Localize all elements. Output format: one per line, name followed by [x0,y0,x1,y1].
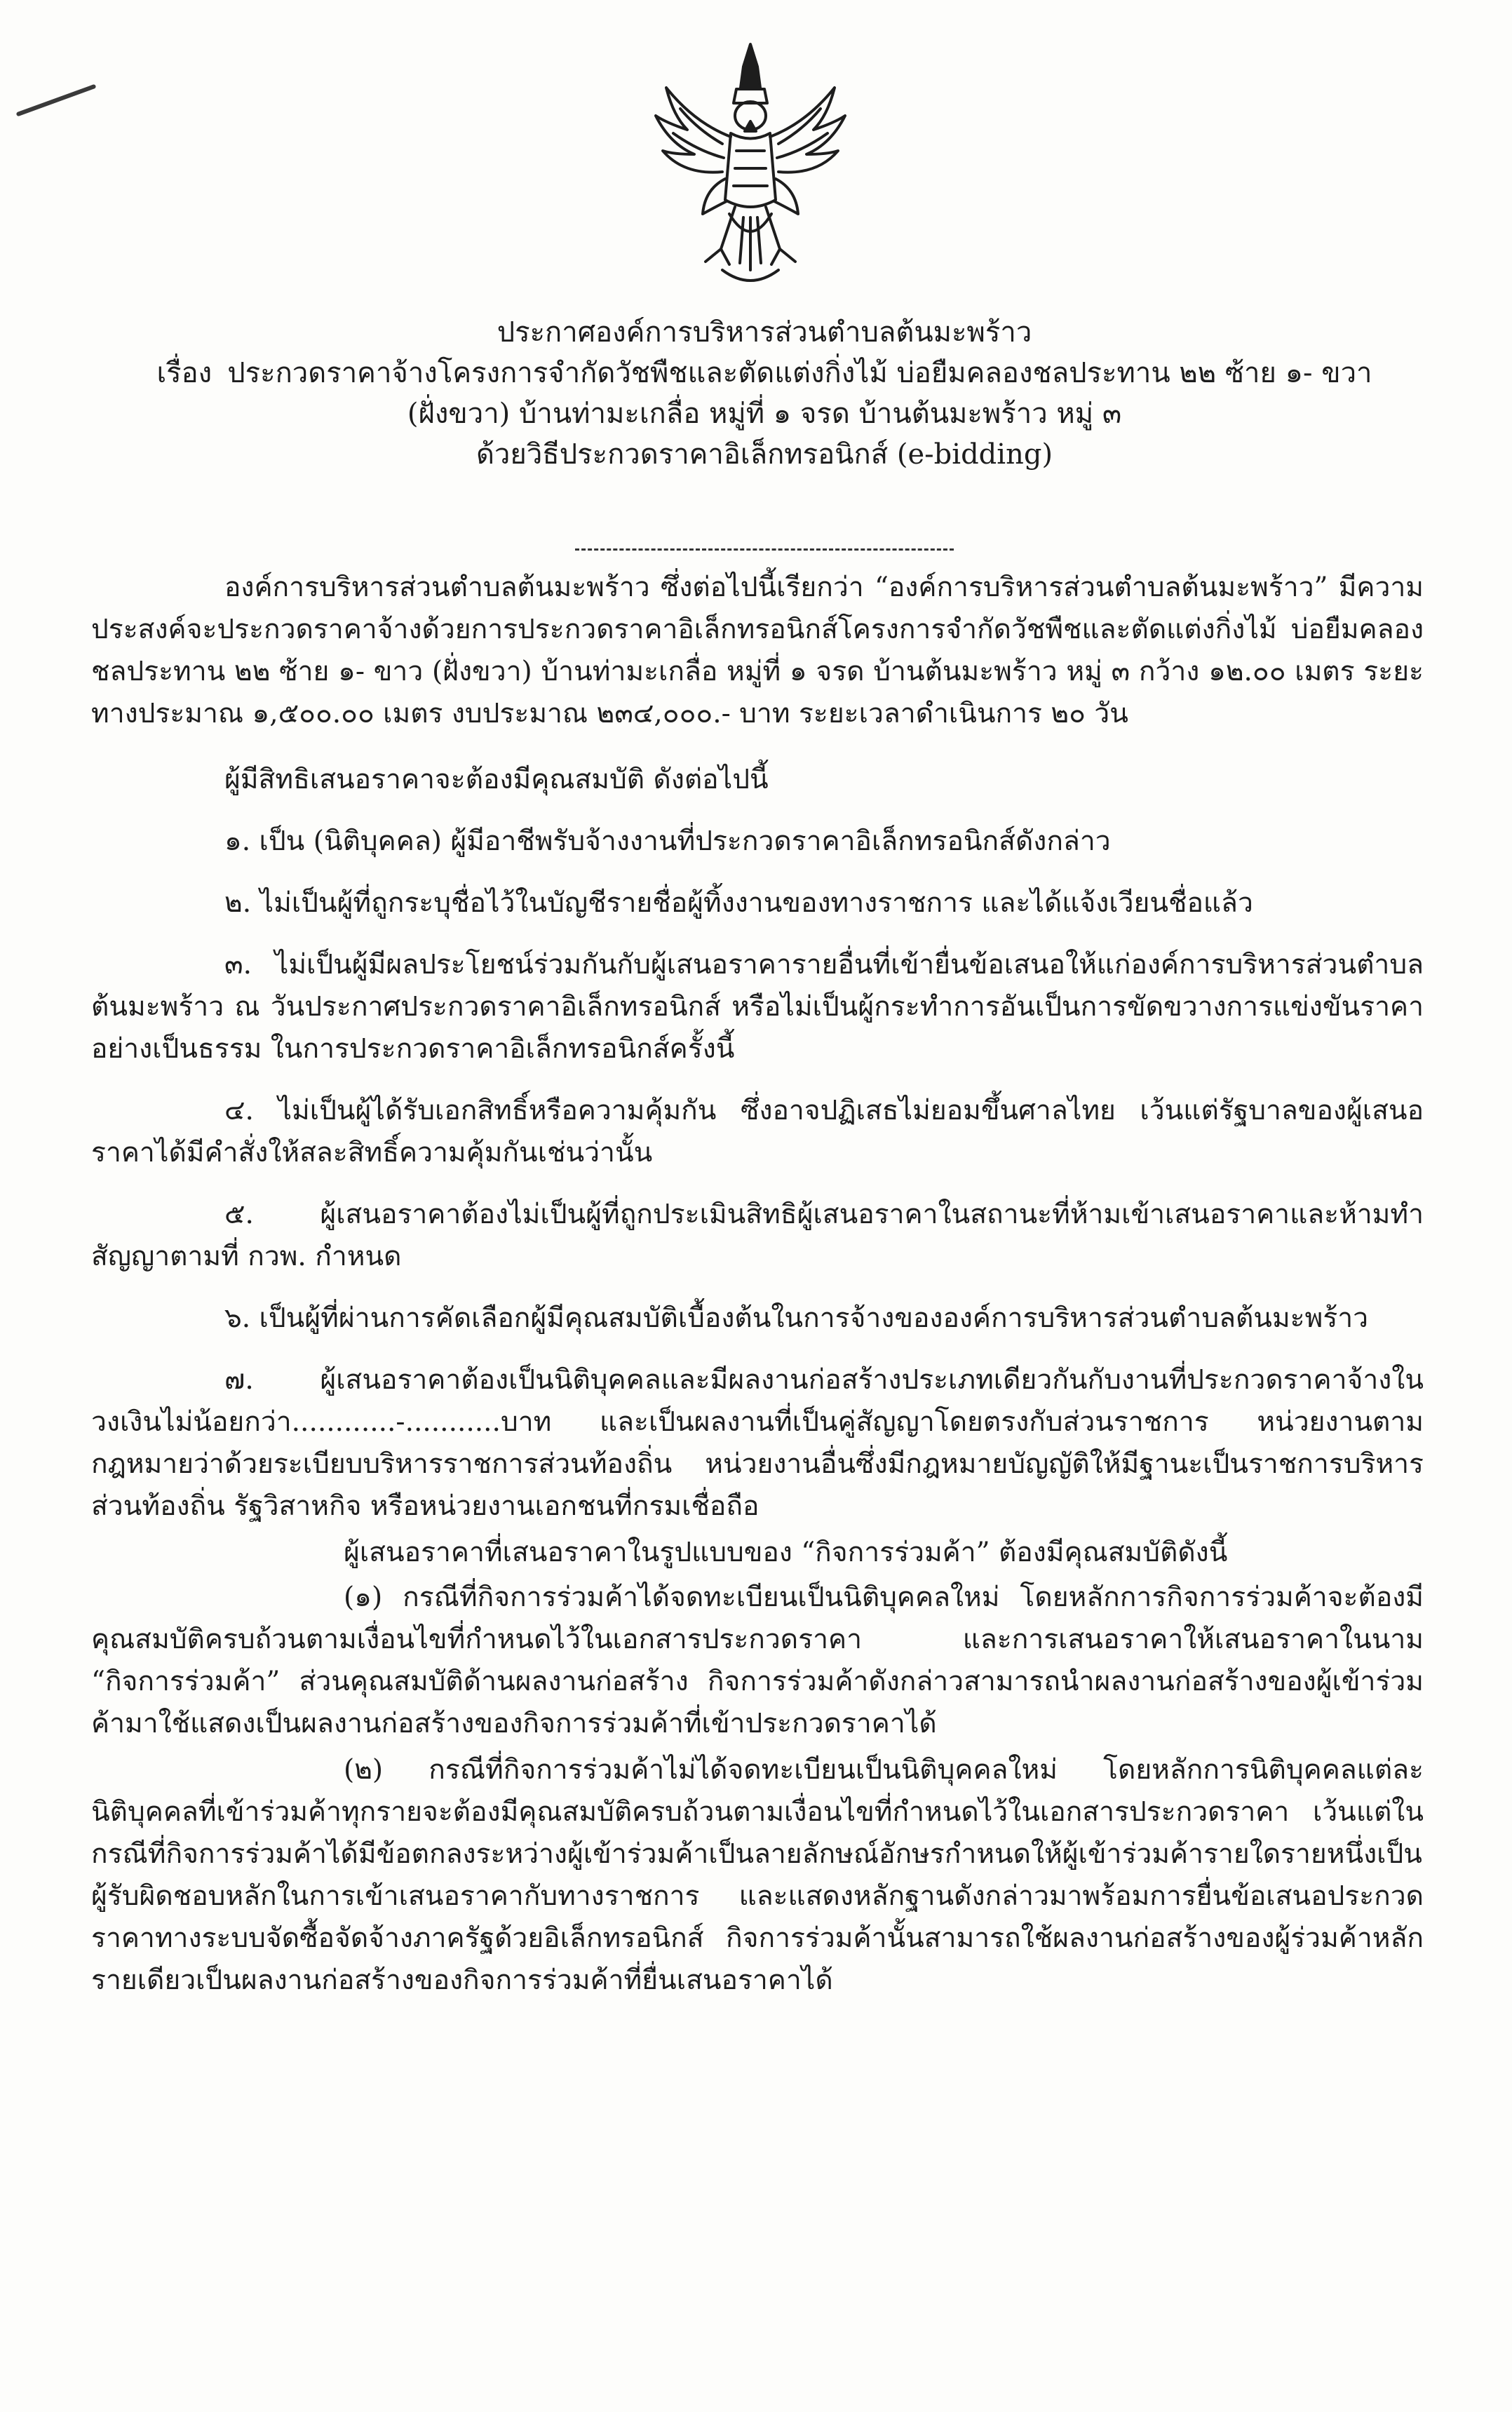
qualification-item-4: ๔. ไม่เป็นผู้ได้รับเอกสิทธิ์หรือความคุ้มกัน ซึ่งอาจปฏิเสธไม่ยอมขึ้นศาลไทย เว้นแต่รัฐบาลของผู้เสนอราคาได้มีคำสั่งให้สละสิทธิ์ความคุ้มกันเช่นว่านั้น [91,1095,1424,1168]
joint-venture-heading: ผู้เสนอราคาที่เสนอราคาในรูปแบบของ “กิจการร่วมค้า” ต้องมีคุณสมบัติดังนี้ [344,1537,1228,1568]
qualification-item-7: ๗. ผู้เสนอราคาต้องเป็นนิติบุคคลและมีผลงานก่อสร้างประเภทเดียวกันกับงานที่ประกวดราคาจ้างในวงเงินไม่น้อยกว่า............-...........บาท และเป็นผลงานที่เป็นคู่สัญญาโดยตรงกับส่วนราชการ หน่วยงานตามกฎหมายว่าด้วยระเบียบบริหารราชการส่วนท้องถิ่น หน่วยงานอื่นซึ่งมีกฎหมายบัญญัติให้มีฐานะเป็นราชการบริหารส่วนท้องถิ่น รัฐวิสาหกิจ หรือหน่วยงานเอกชนที่กรมเชื่อถือ [91,1364,1424,1522]
qualification-item-1: ๑. เป็น (นิติบุคคล) ผู้มีอาชีพรับจ้างงานที่ประกวดราคาอิเล็กทรอนิกส์ดังกล่าว [224,826,1111,857]
joint-venture-item-1: (๑) กรณีที่กิจการร่วมค้าได้จดทะเบียนเป็นนิติบุคคลใหม่ โดยหลักการกิจการร่วมค้าจะต้องมีคุณสมบัติครบถ้วนตามเงื่อนไขที่กำหนดไว้ในเอกสารประกวดราคา และการเสนอราคาให้เสนอราคาในนาม “กิจการร่วมค้า” ส่วนคุณสมบัติด้านผลงานก่อสร้าง กิจการร่วมค้าดังกล่าวสามารถนำผลงานก่อสร้างของผู้เข้าร่วมค้ามาใช้แสดงเป็นผลงานก่อสร้างของกิจการร่วมค้าที่เข้าประกวดราคาได้ [91,1582,1424,1739]
announcement-title: ประกาศองค์การบริหารส่วนตำบลต้นมะพร้าว [497,316,1032,349]
qualification-item-3: ๓. ไม่เป็นผู้มีผลประโยชน์ร่วมกันกับผู้เสนอราคารายอื่นที่เข้ายื่นข้อเสนอให้แก่องค์การบริหารส่วนตำบลต้นมะพร้าว ณ วันประกาศประกวดราคาอิเล็กทรอนิกส์ หรือไม่เป็นผู้กระทำการอันเป็นการขัดขวางการแข่งขันราคาอย่างเป็นธรรม ในการประกวดราคาอิเล็กทรอนิกส์ครั้งนี้ [91,949,1424,1065]
header-divider [575,548,954,551]
subject-label: เรื่อง [156,357,212,389]
announcement-body [91,567,1424,2006]
qualification-item-2: ๒. ไม่เป็นผู้ที่ถูกระบุชื่อไว้ในบัญชีรายชื่อผู้ทิ้งงานของทางราชการ และได้แจ้งเวียนชื่อแล้ว [224,887,1253,919]
subject-line-2: (ฝั่งขวา) บ้านท่ามะเกลื่อ หมู่ที่ ๑ จรด บ้านต้นมะพร้าว หมู่ ๓ [407,398,1122,430]
subject-line-1 [112,353,1417,393]
pen-mark [16,84,97,117]
garuda-emblem-icon [638,39,863,305]
qualifications-heading: ผู้มีสิทธิเสนอราคาจะต้องมีคุณสมบัติ ดังต่อไปนี้ [224,764,769,795]
announcement-header [112,312,1417,475]
subject-text-1: ประกวดราคาจ้างโครงการจำกัดวัชพืชและตัดแต่งกิ่งไม้ บ่อยืมคลองชลประทาน ๒๒ ซ้าย ๑- ขวา [227,357,1372,389]
qualification-item-6: ๖. เป็นผู้ที่ผ่านการคัดเลือกผู้มีคุณสมบัติเบื้องต้นในการจ้างขององค์การบริหารส่วนตำบลต้นมะพร้าว [224,1302,1369,1334]
subject-line-3: ด้วยวิธีประกวดราคาอิเล็กทรอนิกส์ (e-bidding) [475,438,1053,471]
intro-paragraph: องค์การบริหารส่วนตำบลต้นมะพร้าว ซึ่งต่อไปนี้เรียกว่า “องค์การบริหารส่วนตำบลต้นมะพร้าว” มีความประสงค์จะประกวดราคาจ้างด้วยการประกวดราคาอิเล็กทรอนิกส์โครงการจำกัดวัชพืชและตัดแต่งกิ่งไม้ บ่อยืมคลองชลประทาน ๒๒ ซ้าย ๑- ขาว (ฝั่งขวา) บ้านท่ามะเกลื่อ หมู่ที่ ๑ จรด บ้านต้นมะพร้าว หมู่ ๓ กว้าง ๑๒.๐๐ เมตร ระยะทางประมาณ ๑,๕๐๐.๐๐ เมตร งบประมาณ ๒๓๔,๐๐๐.- บาท ระยะเวลาดำเนินการ ๒๐ วัน [91,572,1424,729]
qualification-item-5: ๕. ผู้เสนอราคาต้องไม่เป็นผู้ที่ถูกประเมินสิทธิผู้เสนอราคาในสถานะที่ห้ามเข้าเสนอราคาและห้ามทำสัญญาตามที่ กวพ. กำหนด [91,1199,1424,1272]
joint-venture-item-2: (๒) กรณีที่กิจการร่วมค้าไม่ได้จดทะเบียนเป็นนิติบุคคลใหม่ โดยหลักการนิติบุคคลแต่ละนิติบุคคลที่เข้าร่วมค้าทุกรายจะต้องมีคุณสมบัติครบถ้วนตามเงื่อนไขที่กำหนดไว้ในเอกสารประกวดราคา เว้นแต่ในกรณีที่กิจการร่วมค้าได้มีข้อตกลงระหว่างผู้เข้าร่วมค้าเป็นลายลักษณ์อักษรกำหนดให้ผู้เข้าร่วมค้ารายใดรายหนึ่งเป็นผู้รับผิดชอบหลักในการเข้าเสนอราคากับทางราชการ และแสดงหลักฐานดังกล่าวมาพร้อมการยื่นข้อเสนอประกวดราคาทางระบบจัดซื้อจัดจ้างภาครัฐด้วยอิเล็กทรอนิกส์ กิจการร่วมค้านั้นสามารถใช้ผลงานก่อสร้างของผู้ร่วมค้าหลักรายเดียวเป็นผลงานก่อสร้างของกิจการร่วมค้าที่ยื่นเสนอราคาได้ [91,1754,1424,1996]
